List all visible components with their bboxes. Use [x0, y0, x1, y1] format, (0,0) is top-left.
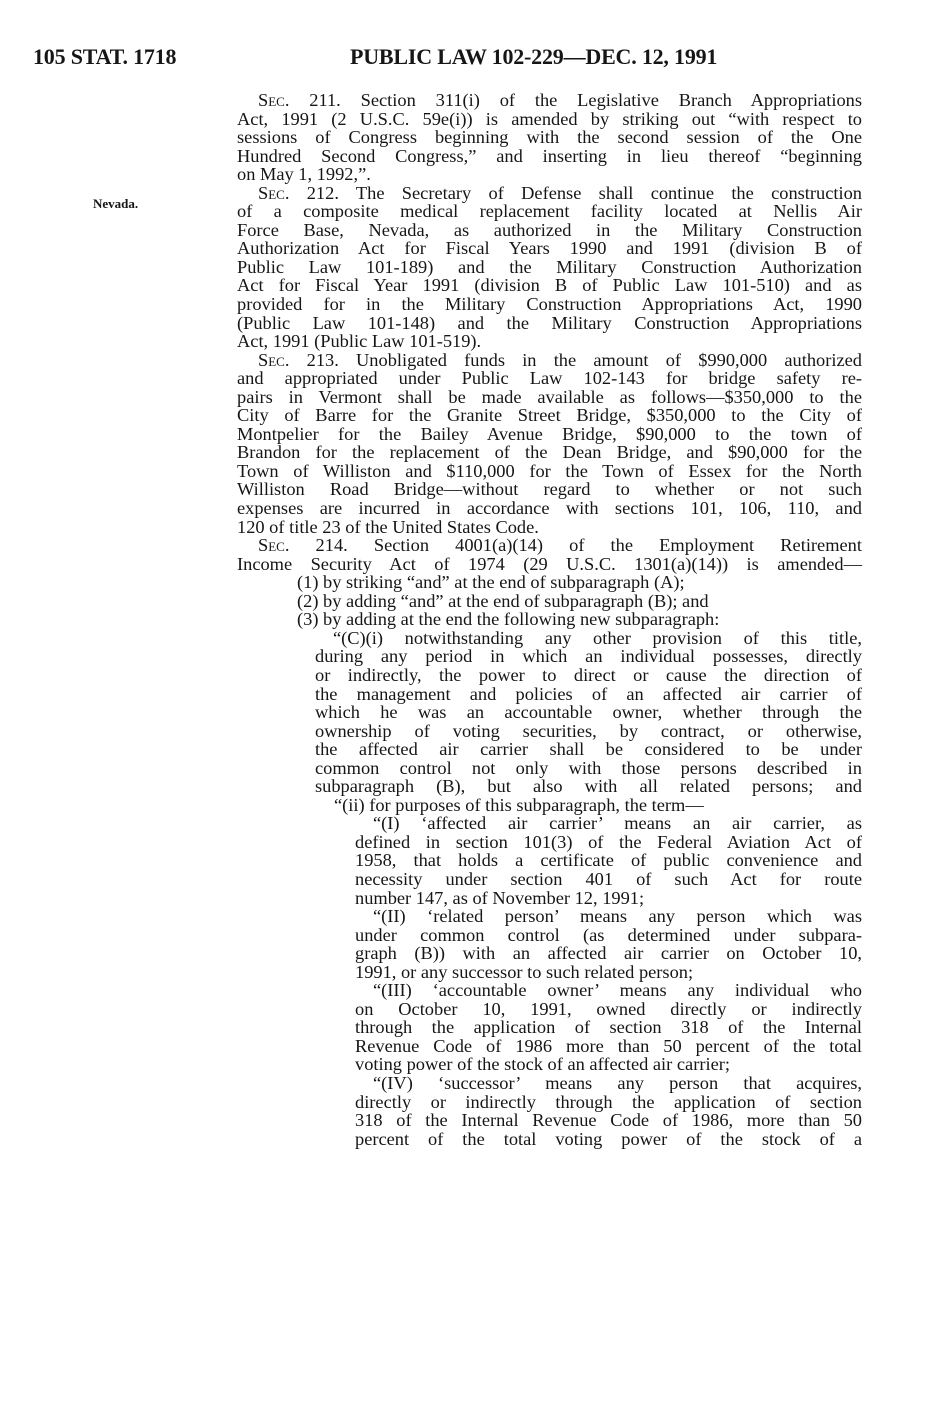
subclause-III: [237, 981, 862, 1074]
text-line: Brandon for the replacement of the Dean Bridge, and $90,000 for the: [237, 442, 862, 463]
text-line: necessity under section 401 of such Act for route: [355, 868, 862, 889]
text-line: “(III) ‘accountable owner’ means any individual who: [373, 980, 862, 1001]
clause-ii: [237, 796, 862, 815]
text-line: pairs in Vermont shall be made available as follows—$350,000 to the: [237, 386, 862, 407]
text-line: 1991, or any successor to such related person;: [355, 961, 694, 982]
text-line: on May 1, 1992,”.: [237, 164, 371, 185]
text-line: Hundred Second Congress,” and inserting in lieu thereof “beginning: [237, 145, 862, 166]
text-line: “(C)(i) notwithstanding any other provision of this title,: [333, 627, 862, 648]
text-line: expenses are incurred in accordance with sections 101, 106, 110, and: [237, 498, 862, 519]
text-line: number 147, as of November 12, 1991;: [355, 887, 645, 908]
text-line: which he was an accountable owner, whether through the: [315, 702, 862, 723]
text-line: Section 4001(a)(14) of the Employment Retirement: [373, 535, 862, 556]
text-line: through the application of section 318 of the Internal: [355, 1017, 862, 1038]
text-line: directly or indirectly through the application of section: [355, 1091, 862, 1112]
text-line: during any period in which an individual possesses, directly: [315, 646, 862, 667]
subparagraph-c: [237, 629, 862, 796]
text-line: City of Barre for the Granite Street Bridge, $350,000 to the City of: [237, 405, 862, 426]
text-line: “(ii) for purposes of this subparagraph, the term—: [334, 794, 704, 815]
text-line: Revenue Code of 1986 more than 50 percent of the total: [355, 1035, 862, 1056]
text-line: “(IV) ‘successor’ means any person that acquires,: [373, 1072, 862, 1093]
text-line: the management and policies of an affected air carrier of: [315, 683, 862, 704]
document-body: [237, 91, 862, 1148]
amendment-item-1: (1) by striking “and” at the end of subparagraph (A);: [297, 572, 685, 593]
section-213: [237, 351, 862, 536]
subclause-II: [237, 907, 862, 981]
text-line: percent of the total voting power of the stock of a: [355, 1128, 862, 1149]
text-line: Act, 1991 (2 U.S.C. 59e(i)) is amended by striking out “with respect to: [237, 108, 862, 129]
text-line: ownership of voting securities, by contract, or otherwise,: [315, 720, 862, 741]
text-line: Unobligated funds in the amount of $990,000 authorized: [356, 349, 863, 370]
stat-reference: 105 STAT. 1718: [33, 44, 177, 69]
text-line: (Public Law 101-148) and the Military Construction Appropriations: [237, 312, 862, 333]
subclause-I: [237, 814, 862, 907]
text-line: subparagraph (B), but also with all related persons; and: [315, 776, 862, 797]
text-line: provided for in the Military Construction Appropriations Act, 1990: [237, 294, 862, 315]
text-line: on October 10, 1991, owned directly or indirectly: [355, 998, 862, 1019]
text-line: Authorization Act for Fiscal Years 1990 and 1991 (division B of: [237, 238, 862, 259]
subclause-IV: [237, 1074, 862, 1148]
text-line: Section 311(i) of the Legislative Branch Appropriations: [360, 90, 862, 110]
text-line: the affected air carrier shall be considered to be under: [315, 739, 862, 760]
text-line: voting power of the stock of an affected air carrier;: [355, 1054, 730, 1075]
section-212: [237, 184, 862, 351]
text-line: “(II) ‘related person’ means any person which was: [373, 906, 862, 927]
section-label: Sec. 213.: [258, 349, 339, 370]
amendment-item-2: (2) by adding “and” at the end of subparagraph (B); and: [297, 590, 709, 611]
text-line: Town of Williston and $110,000 for the Town of Essex for the North: [237, 460, 862, 481]
amendment-item-3: (3) by adding at the end the following new subparagraph:: [297, 609, 720, 630]
text-line: Montpelier for the Bailey Avenue Bridge, $90,000 to the town of: [237, 423, 862, 444]
text-line: graph (B)) with an affected air carrier on October 10,: [355, 943, 862, 964]
text-line: and appropriated under Public Law 102-143 for bridge safety re-: [237, 368, 862, 389]
text-line: 318 of the Internal Revenue Code of 1986, more than 50: [355, 1110, 862, 1131]
text-line: defined in section 101(3) of the Federal Aviation Act of: [355, 831, 862, 852]
text-line: The Secretary of Defense shall continue the construction: [355, 182, 862, 203]
section-label: Sec. 211.: [258, 90, 341, 110]
law-title-header: PUBLIC LAW 102-229—DEC. 12, 1991: [350, 44, 718, 69]
section-214: [237, 536, 862, 1148]
text-line: 1958, that holds a certificate of public convenience and: [355, 850, 862, 871]
text-line: Act for Fiscal Year 1991 (division B of Public Law 101-510) and as: [237, 275, 862, 296]
text-line: or indirectly, the power to direct or cause the direction of: [315, 664, 862, 685]
text-line: under common control (as determined under subpara-: [355, 924, 862, 945]
text-line: Act, 1991 (Public Law 101-519).: [237, 331, 482, 352]
text-line: 120 of title 23 of the United States Code.: [237, 516, 539, 537]
text-line: of a composite medical replacement facility located at Nellis Air: [237, 201, 862, 222]
text-line: Public Law 101-189) and the Military Construction Authorization: [237, 256, 862, 277]
margin-note-nevada: Nevada.: [93, 196, 139, 211]
text-line: sessions of Congress beginning with the second session of the One: [237, 127, 862, 148]
text-line: Force Base, Nevada, as authorized in the Military Construction: [237, 219, 862, 240]
text-line: Williston Road Bridge—without regard to whether or not such: [237, 479, 862, 500]
text-line: “(I) ‘affected air carrier’ means an air carrier, as: [373, 813, 862, 834]
section-211: [237, 91, 862, 184]
text-line: common control not only with those persons described in: [315, 757, 862, 778]
section-label: Sec. 212.: [258, 182, 339, 203]
section-label: Sec. 214.: [258, 535, 348, 556]
text-line: Income Security Act of 1974 (29 U.S.C. 1301(a)(14)) is amended—: [237, 553, 862, 574]
